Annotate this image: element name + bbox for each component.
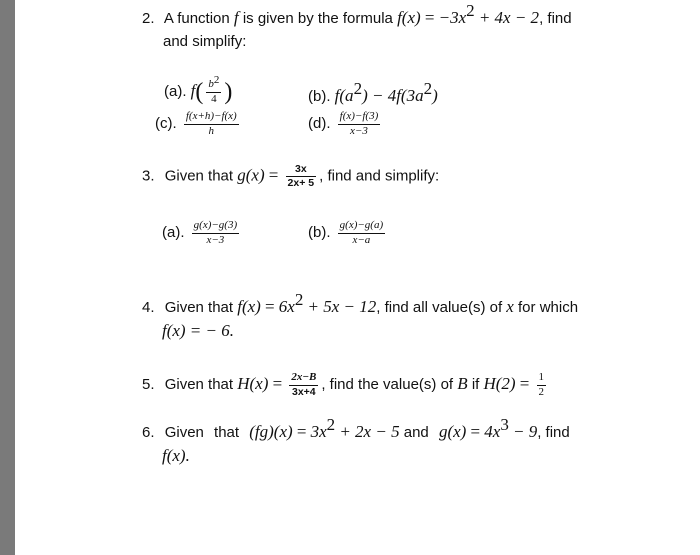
- q2-line1: 2. A function f is given by the formula $f(x) = -3x^2 + 4x - 2$, find: [142, 1, 572, 27]
- q2-part-c: (c). $\frac{f(x+h)-f(x)}{h}$: [155, 110, 237, 137]
- q2-part-d: (d). $\frac{f(x)-f(3)}{x-3}$: [308, 110, 379, 137]
- q3-line: 3. Given that g(x) = $\frac{3x}{2x+ 5}$ , find and simplify:: [142, 163, 440, 190]
- q5-line: 5. Given that H(x) = $\frac{2x-B}{3x+4}$ , find the value(s) of B if H(2) = $\frac{1}{2}$: [142, 371, 545, 398]
- q6-line1: 6. Given that $(fg)(x) = 3x^2 + 2x - 5$ and $g(x) = 4x^3 - 9$, find: [142, 415, 570, 441]
- q2-part-b: (b). $f(a^2) - 4f(3a^2)$: [308, 79, 438, 105]
- q4-line1: 4. Given that $f(x) = 6x^2 + 5x - 12$, find all value(s) of x for which: [142, 290, 579, 316]
- q4-line2: f(x) = − 6.: [162, 321, 234, 340]
- q6-line2: f(x).: [162, 446, 190, 465]
- q3-part-a: (a). $\frac{g(x)-g(3)}{x-3}$: [162, 219, 238, 246]
- q3-part-b: (b). $\frac{g(x)-g(a)}{x-a}$: [308, 219, 384, 246]
- q2-line2: and simplify:: [163, 33, 247, 50]
- q2-number: 2.: [142, 10, 155, 27]
- left-margin-bar: [0, 0, 15, 555]
- q2-part-a: (a). f( $\frac{b^2}{4}$ ): [164, 74, 233, 106]
